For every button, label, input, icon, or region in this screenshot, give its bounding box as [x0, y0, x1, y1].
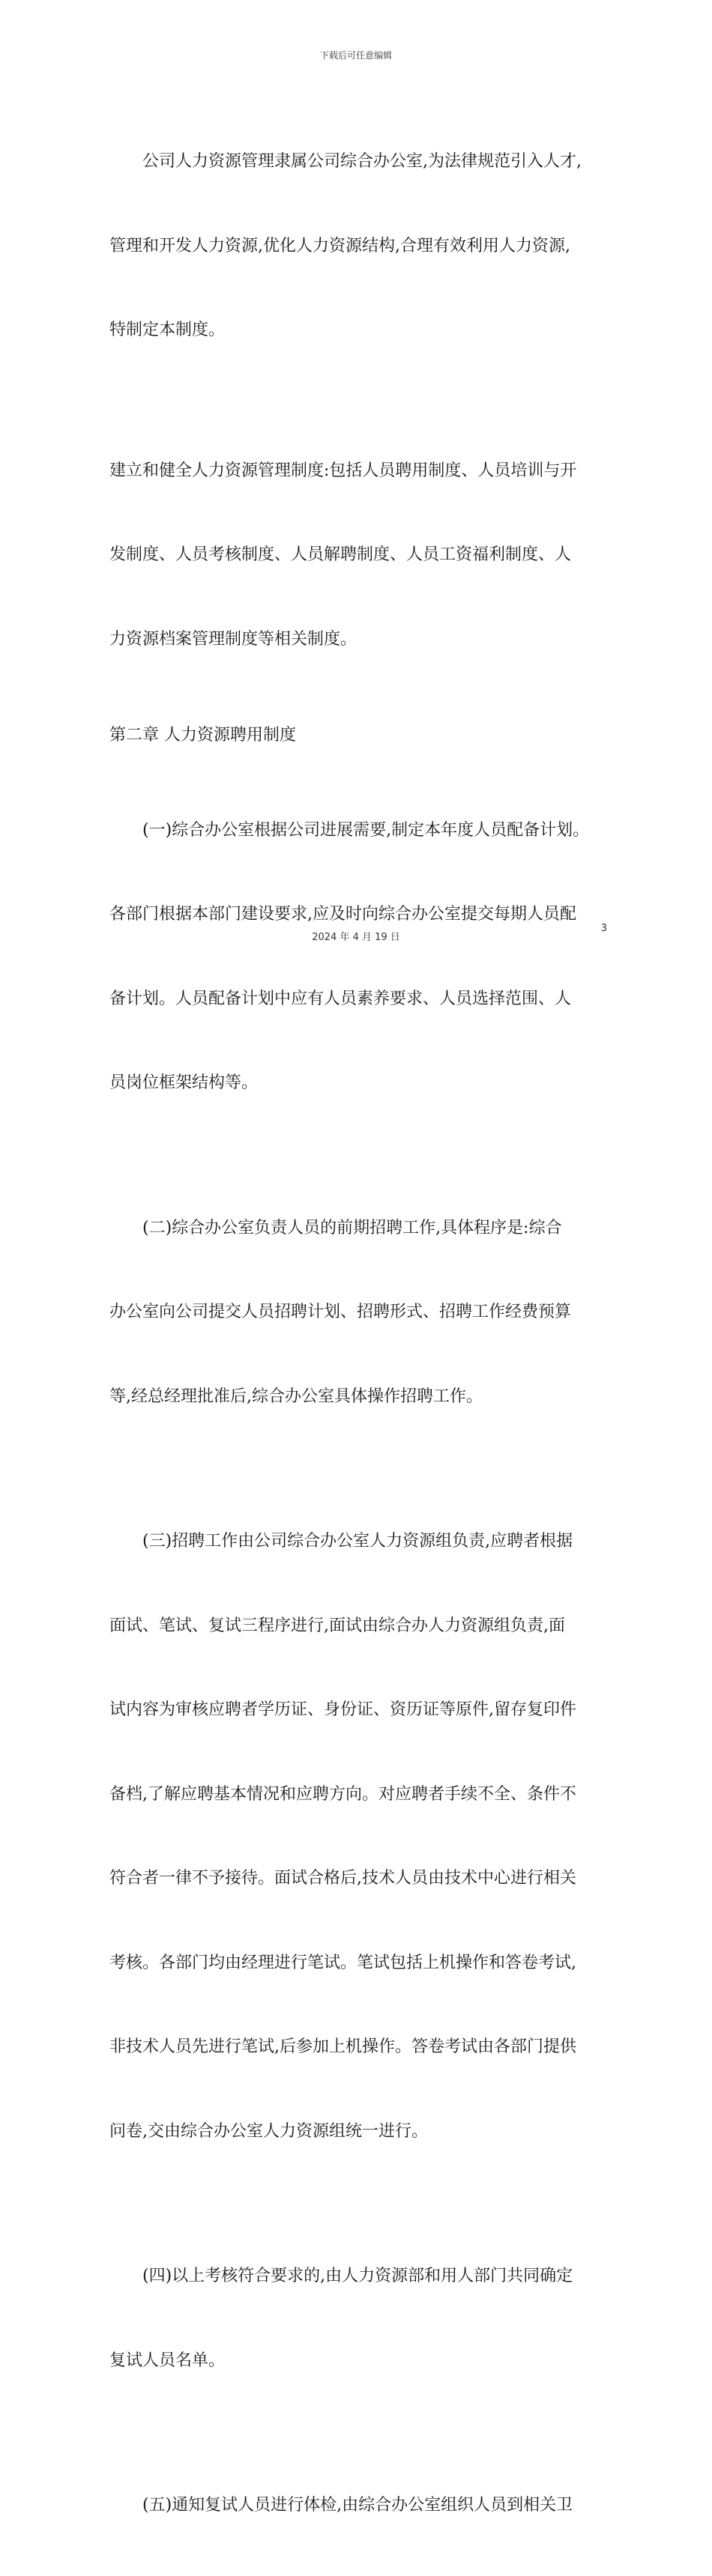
text-line: 特制定本制度。	[109, 321, 226, 339]
text-line: 非技术人员先进行笔试,后参加上机操作。答卷考试由各部门提供	[109, 2037, 576, 2056]
item-paragraph-4	[109, 2206, 613, 2431]
text-line: (二)综合办公室负责人员的前期招聘工作,具体程序是:综合	[142, 1218, 562, 1237]
text-line: 备计划。人员配备计划中应有人员素养要求、人员选择范围、人	[109, 989, 572, 1008]
text-line: 各部门根据本部门建设要求,应及时向综合办公室提交每期人员配	[109, 905, 576, 924]
text-line: 复试人员名单。	[109, 2351, 226, 2370]
text-line: 备档,了解应聘基本情况和应聘方向。对应聘者手续不全、条件不	[109, 1784, 576, 1804]
item-paragraph-3	[109, 1471, 613, 2201]
text-line: 公司人力资源管理隶属公司综合办公室,为法律规范引入人才,	[142, 152, 582, 171]
text-line: 办公室向公司提交人员招聘计划、招聘形式、招聘工作经费预算	[109, 1303, 572, 1321]
text-line: 问卷,交由综合办公室人力资源组统一进行。	[109, 2121, 428, 2141]
text-line: 发制度、人员考核制度、人员解聘制度、人员工资福利制度、人	[109, 545, 572, 564]
text-line: 面试、笔试、复试三程序进行,面试由综合办人力资源组负责,面	[109, 1616, 565, 1635]
text-line: 员岗位框架结构等。	[109, 1073, 259, 1092]
page-number: 3	[600, 923, 607, 934]
text-line: 力资源档案管理制度等相关制度。	[109, 629, 357, 649]
text-line: (五)通知复试人员进行体检,由综合办公室组织人员到相关卫	[142, 2496, 573, 2515]
text-line: 考核。各部门均由经理进行笔试。笔试包括上机操作和答卷考试,	[109, 1953, 576, 1972]
chapter-title: 第二章 人力资源聘用制度	[109, 726, 296, 745]
document-body	[109, 91, 613, 2576]
text-line: 符合者一律不予接待。面试合格后,技术人员由技术中心进行相关	[109, 1869, 576, 1888]
system-paragraph	[109, 401, 613, 710]
item-paragraph-5	[109, 2435, 613, 2576]
text-line: (四)以上考核符合要求的,由人力资源部和用人部门共同确定	[142, 2267, 573, 2285]
text-line: 等,经总经理批准后,综合办公室具体操作招聘工作。	[109, 1387, 483, 1406]
page-header: 下载后可任意编辑	[319, 50, 392, 61]
text-line: (一)综合办公室根据公司进展需要,制定本年度人员配备计划。	[142, 820, 590, 840]
text-line: 管理和开发人力资源,优化人力资源结构,合理有效利用人力资源,	[109, 236, 570, 255]
item-paragraph-1	[109, 760, 613, 1154]
text-line: 建立和健全人力资源管理制度:包括人员聘用制度、人员培训与开	[109, 461, 577, 480]
text-line: 试内容为审核应聘者学历证、身份证、资历证等原件,留存复印件	[109, 1700, 576, 1719]
text-line: (三)招聘工作由公司综合办公室人力资源组负责,应聘者根据	[142, 1532, 573, 1551]
intro-paragraph	[109, 91, 613, 401]
footer-date: 2024 年 4 月 19 日	[312, 932, 400, 943]
item-paragraph-2	[109, 1158, 613, 1467]
